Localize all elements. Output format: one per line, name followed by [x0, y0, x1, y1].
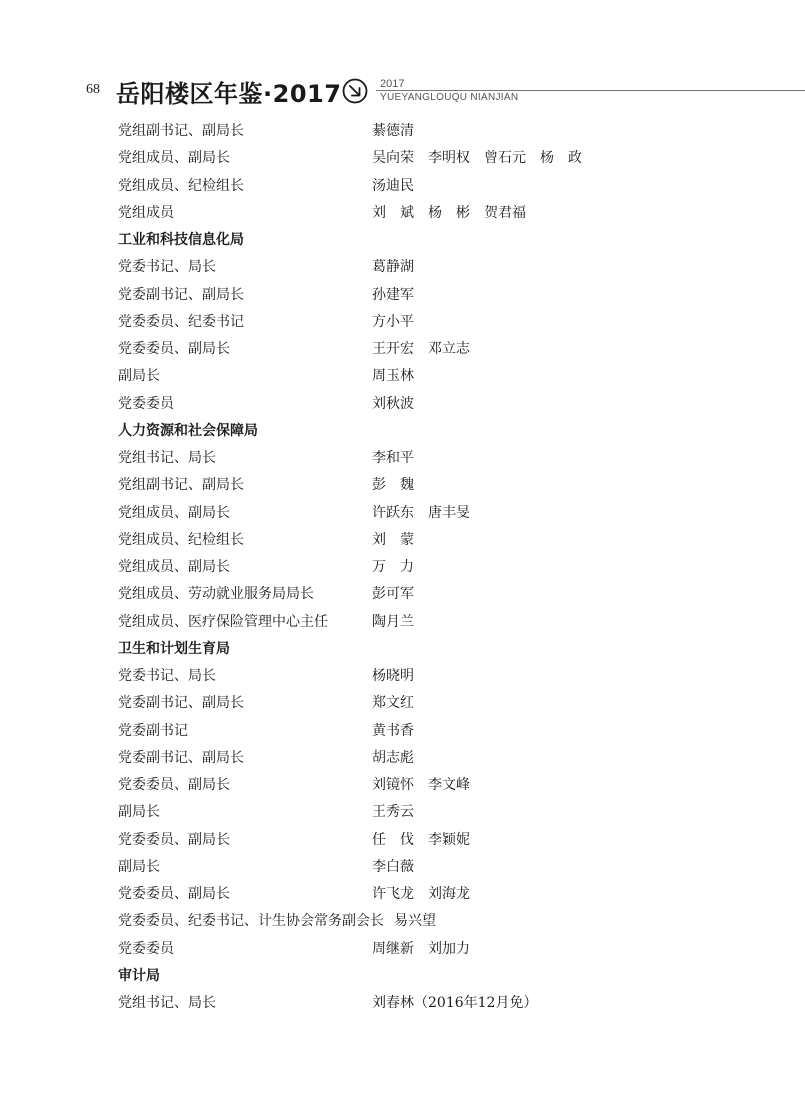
- position-title: 党委副书记、副局长: [118, 695, 244, 712]
- personnel-row: [118, 990, 778, 1017]
- personnel-row: [118, 363, 778, 390]
- section-heading-row: [118, 418, 778, 445]
- person-names: 葛静湖: [372, 259, 414, 276]
- section-title: 审计局: [118, 967, 160, 984]
- personnel-row: [118, 309, 778, 336]
- personnel-row: [118, 145, 778, 172]
- person-names: 王秀云: [372, 804, 414, 821]
- personnel-row: [118, 745, 778, 772]
- person-names: 吴向荣 李明权 曾石元 杨 政: [372, 150, 582, 167]
- position-title: 党组成员、纪检组长: [118, 531, 244, 548]
- position-title: 党组书记、局长: [118, 995, 216, 1011]
- person-names: 刘秋波: [372, 395, 414, 412]
- personnel-row: [118, 881, 778, 908]
- personnel-row: [118, 500, 778, 527]
- position-title: 党委委员、纪委书记: [118, 313, 244, 330]
- position-title: 党委委员、副局长: [118, 341, 230, 357]
- personnel-row: [118, 282, 778, 309]
- section-heading-row: [118, 636, 778, 663]
- person-names: 彭 魏: [372, 477, 414, 494]
- person-names: 陶月兰: [372, 613, 414, 630]
- person-names: 刘春林（2016年12月免）: [372, 995, 538, 1011]
- position-title: 党组成员、副局长: [118, 150, 230, 167]
- position-title: 党组副书记、副局长: [118, 123, 244, 139]
- person-names: 郑文红: [372, 695, 414, 712]
- position-title: 副局长: [118, 368, 160, 385]
- person-names: 黄书香: [372, 722, 414, 739]
- position-title: 党组书记、局长: [118, 450, 216, 466]
- personnel-row: [118, 936, 778, 963]
- position-title: 党委副书记、副局长: [118, 749, 244, 766]
- position-title: 党委副书记、副局长: [118, 286, 244, 303]
- personnel-row: [118, 118, 778, 145]
- person-names: 王开宏 邓立志: [372, 341, 470, 357]
- personnel-row: [118, 718, 778, 745]
- book-title: 岳阳楼区年鉴·2017: [116, 80, 342, 108]
- position-title: 党组成员、劳动就业服务局局长: [118, 586, 314, 603]
- person-names: 许飞龙 刘海龙: [372, 886, 470, 902]
- person-names: 刘 斌 杨 彬 贺君福: [372, 204, 526, 221]
- personnel-row: [118, 554, 778, 581]
- person-names: 李白薇: [372, 858, 414, 875]
- personnel-row: [118, 173, 778, 200]
- position-title: 党委委员: [118, 940, 174, 957]
- personnel-row: [118, 690, 778, 717]
- section-title: 工业和科技信息化局: [118, 232, 244, 248]
- header-year: 2017: [380, 78, 405, 90]
- personnel-row: [118, 609, 778, 636]
- position-title: 党组成员、纪检组长: [118, 177, 244, 194]
- personnel-row: [118, 472, 778, 499]
- header-divider: [376, 90, 805, 91]
- arrow-down-right-circle-icon: [342, 78, 368, 104]
- position-title: 党委委员、副局长: [118, 777, 230, 793]
- page-number: 68: [86, 82, 100, 97]
- personnel-row: [118, 445, 778, 472]
- personnel-row: [118, 336, 778, 363]
- personnel-row: [118, 581, 778, 608]
- personnel-row: [118, 663, 778, 690]
- position-title: 党组成员、副局长: [118, 504, 230, 521]
- personnel-row: [118, 827, 778, 854]
- position-title: 副局长: [118, 858, 160, 875]
- personnel-row: [118, 854, 778, 881]
- section-title: 卫生和计划生育局: [118, 640, 230, 657]
- header-pinyin: YUEYANGLOUQU NIANJIAN: [380, 92, 519, 103]
- person-names: 刘镜怀 李文峰: [372, 777, 470, 793]
- personnel-list: [118, 118, 778, 1017]
- person-names: 方小平: [372, 313, 414, 330]
- person-names: 刘 蒙: [372, 531, 414, 548]
- person-names: 周继新 刘加力: [372, 940, 470, 957]
- position-title: 党委委员、副局长: [118, 886, 230, 902]
- personnel-row: [118, 908, 778, 935]
- person-names: 周玉林: [372, 368, 414, 385]
- person-names: 彭可军: [372, 586, 414, 603]
- position-title: 党组副书记、副局长: [118, 477, 244, 494]
- person-names: 任 伐 李颖妮: [372, 831, 470, 848]
- position-title: 党委委员: [118, 395, 174, 412]
- person-names: 易兴望: [394, 913, 436, 930]
- person-names: 綦德清: [372, 123, 414, 139]
- position-title: 党委书记、局长: [118, 259, 216, 276]
- person-names: 杨晓明: [372, 668, 414, 684]
- personnel-row: [118, 254, 778, 281]
- section-heading-row: [118, 963, 778, 990]
- person-names: 李和平: [372, 450, 414, 466]
- position-title: 党委副书记: [118, 722, 188, 739]
- page-header: [0, 0, 805, 110]
- position-title: 副局长: [118, 804, 160, 821]
- position-title: 党组成员: [118, 204, 174, 221]
- person-names: 汤迪民: [372, 177, 414, 194]
- personnel-row: [118, 772, 778, 799]
- person-names: 孙建军: [372, 286, 414, 303]
- person-names: 胡志彪: [372, 749, 414, 766]
- person-names: 许跃东 唐丰旻: [372, 504, 470, 521]
- personnel-row: [118, 527, 778, 554]
- section-heading-row: [118, 227, 778, 254]
- position-title: 党组成员、医疗保险管理中心主任: [118, 613, 328, 630]
- personnel-row: [118, 391, 778, 418]
- position-title: 党委委员、副局长: [118, 831, 230, 848]
- personnel-row: [118, 200, 778, 227]
- personnel-row: [118, 799, 778, 826]
- position-title: 党委书记、局长: [118, 668, 216, 684]
- section-title: 人力资源和社会保障局: [118, 422, 258, 439]
- position-title: 党组成员、副局长: [118, 559, 230, 575]
- position-title: 党委委员、纪委书记、计生协会常务副会长: [118, 913, 384, 930]
- person-names: 万 力: [372, 559, 414, 575]
